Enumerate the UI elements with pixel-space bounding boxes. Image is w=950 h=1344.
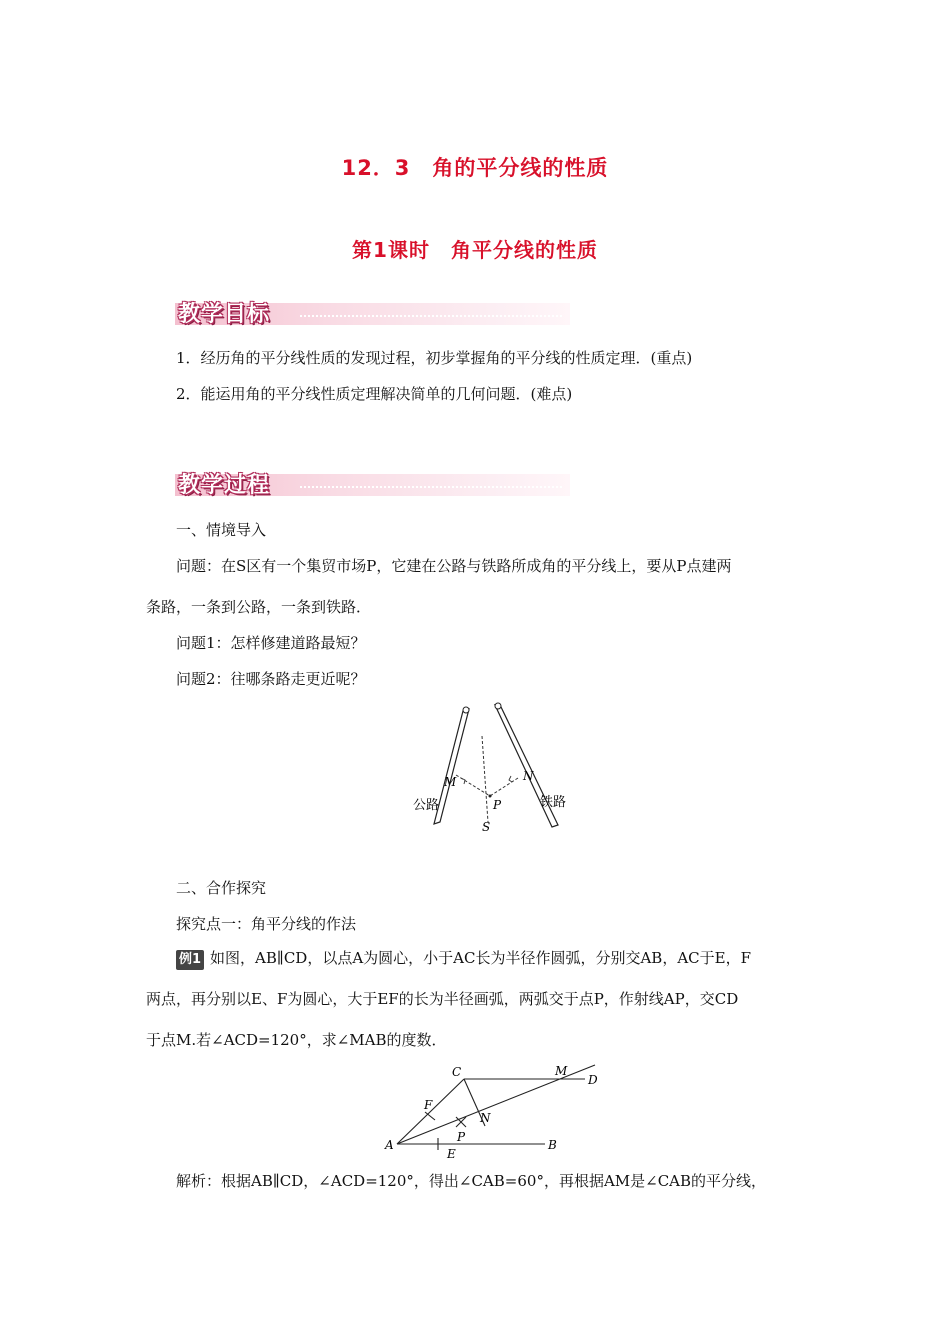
label-p2: P <box>457 1130 466 1144</box>
label-p: P <box>493 798 502 812</box>
objectives-banner <box>175 297 570 327</box>
bisector-line <box>482 736 488 822</box>
label-b: B <box>548 1138 557 1152</box>
label-c: C <box>452 1065 462 1079</box>
parallel-lines-figure <box>380 1062 620 1162</box>
label-e: E <box>447 1147 456 1161</box>
page-title: 12．3 角的平分线的性质 <box>341 156 609 180</box>
process-banner <box>175 468 570 498</box>
label-s: S <box>482 820 491 834</box>
label-a: A <box>385 1138 394 1152</box>
lesson-subtitle: 第1课时 角平分线的性质 <box>352 238 598 262</box>
label-f: F <box>424 1098 433 1112</box>
right-angle-mark-n <box>509 776 512 782</box>
label-n: N <box>523 769 534 783</box>
example-1-line1 <box>176 948 751 970</box>
question-2: 问题2：往哪条路走更近呢？ <box>176 670 366 688</box>
example-1-text: 如图，AB∥CD，以点A为圆心，小于AC长为半径作圆弧，分别交AB，AC于E，F <box>210 949 752 967</box>
objectives-label: 教学目标 <box>178 302 271 327</box>
analysis-text: 解析：根据AB∥CD，∠ACD=120°，得出∠CAB=60°，再根据AM是∠CAB的平分线， <box>176 1172 767 1190</box>
objective-2: 2．能运用角的平分线性质定理解决简单的几何问题．(难点) <box>176 385 573 403</box>
label-d: D <box>588 1073 598 1087</box>
process-label: 教学过程 <box>178 473 271 498</box>
example-1-line2: 两点，再分别以E、F为圆心，大于EF的长为半径画弧，两弧交于点P，作射线AP，交CD <box>146 990 739 1008</box>
label-rail: 铁路 <box>540 795 567 810</box>
label-m: M <box>444 775 457 789</box>
explore-topic-1: 探究点一：角平分线的作法 <box>176 915 357 933</box>
example-1-line3: 于点M.若∠ACD=120°，求∠MAB的度数． <box>146 1031 447 1049</box>
objective-1: 1．经历角的平分线性质的发现过程，初步掌握角的平分线的性质定理．(重点) <box>176 349 693 367</box>
label-n2: N <box>480 1111 491 1125</box>
section-heading-2: 二、合作探究 <box>176 879 267 897</box>
section-heading-1: 一、情境导入 <box>176 521 267 539</box>
problem-text-line2: 条路，一条到公路，一条到铁路． <box>146 598 372 616</box>
label-m2: M <box>555 1064 568 1078</box>
road-bar <box>434 709 469 824</box>
road-railway-figure <box>400 700 580 840</box>
point-p <box>489 795 492 798</box>
label-road: 公路 <box>413 798 440 813</box>
question-1: 问题1：怎样修建道路最短？ <box>176 634 366 652</box>
problem-text-line1: 问题：在S区有一个集贸市场P，它建在公路与铁路所成角的平分线上，要从P点建两 <box>176 557 732 575</box>
perpendicular-to-rail <box>490 778 518 796</box>
example-tag: 例1 <box>176 950 204 970</box>
